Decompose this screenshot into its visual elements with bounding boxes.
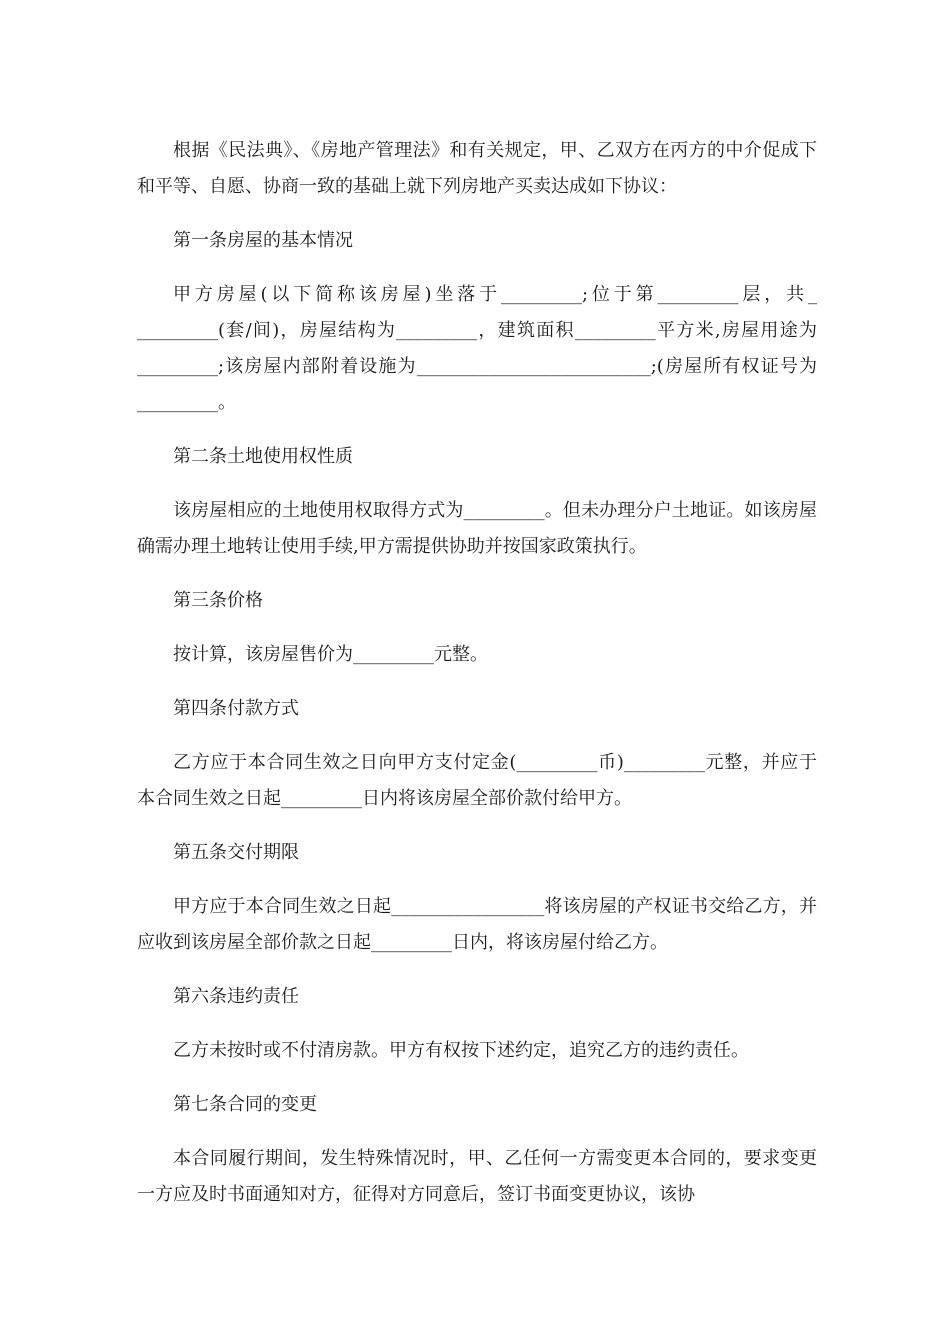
section-3-body: 按计算，该房屋售价为_________元整。 [173, 644, 488, 665]
section-7-body: 本合同履行期间，发生特殊情况时，甲、乙任何一方需变更本合同的，要求变更一方应及时书面通知对方，征得对方同意后，签订书面变更协议，该协 [137, 1148, 817, 1205]
section-6-body: 乙方未按时或不付清房款。甲方有权按下述约定，追究乙方的违约责任。 [173, 1040, 749, 1061]
section-7-heading: 第七条合同的变更 [173, 1094, 317, 1115]
section-1-heading: 第一条房屋的基本情况 [173, 230, 353, 251]
document-body [137, 133, 817, 1231]
section-6-heading: 第六条违约责任 [173, 986, 299, 1007]
intro-paragraph: 根据《民法典》、《房地产管理法》和有关规定，甲、乙双方在丙方的中介促成下和平等、自愿、协商一致的基础上就下列房地产买卖达成如下协议： [137, 140, 817, 197]
section-5-heading: 第五条交付期限 [173, 842, 299, 863]
section-3-heading: 第三条价格 [173, 590, 263, 611]
section-4-body: 乙方应于本合同生效之日向甲方支付定金(_________币)_________元整，并应于本合同生效之日起_________日内将该房屋全部价款付给甲方。 [137, 752, 817, 809]
section-2-heading: 第二条土地使用权性质 [173, 446, 353, 467]
section-2-body: 该房屋相应的土地使用权取得方式为_________。但未办理分户土地证。如该房屋确需办理土地转让使用手续,甲方需提供协助并按国家政策执行。 [137, 500, 817, 557]
section-4-heading: 第四条付款方式 [173, 698, 299, 719]
section-1-body: 甲方房屋(以下简称该房屋)坐落于_________;位于第_________层，共_ _________(套/间)，房屋结构为_________，建筑面积_________平方米,房屋用途为_________;该房屋内部附着设施为__________________________;(房屋所有权证号为_________。 [137, 284, 817, 413]
section-5-body: 甲方应于本合同生效之日起_________________将该房屋的产权证书交给乙方，并应收到该房屋全部价款之日起_________日内，将该房屋付给乙方。 [137, 896, 817, 953]
